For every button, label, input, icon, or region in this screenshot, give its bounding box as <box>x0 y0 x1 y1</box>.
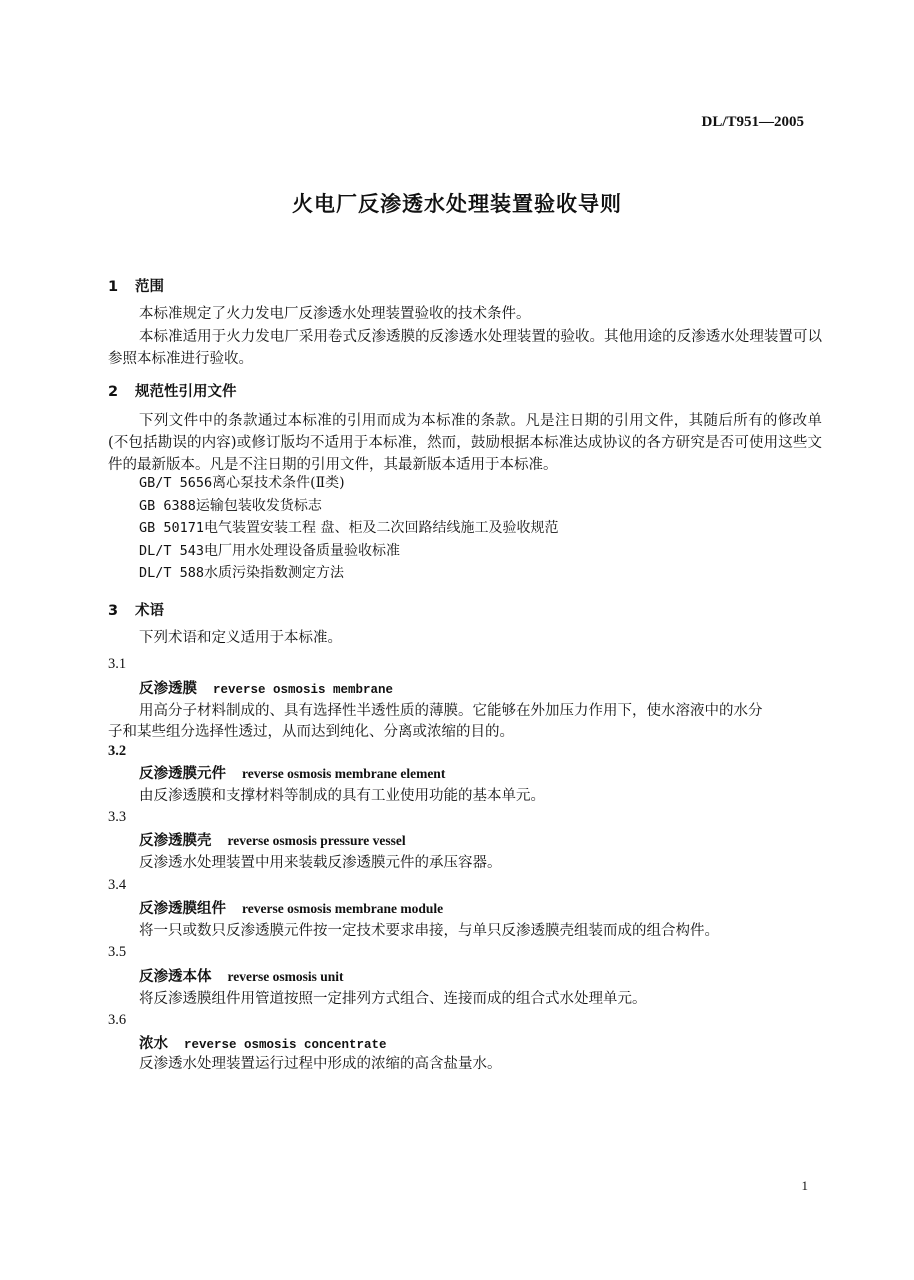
term-chinese: 反渗透膜 <box>139 681 197 697</box>
section-3-intro: 下列术语和定义适用于本标准。 <box>139 630 342 646</box>
section-1-paragraph-1: 本标准规定了火力发电厂反渗透水处理装置验收的技术条件。 <box>139 306 531 322</box>
section-title: 范围 <box>135 279 164 295</box>
term-english: reverse osmosis membrane <box>213 683 394 697</box>
term-english: reverse osmosis unit <box>227 969 344 984</box>
section-number: 2 <box>108 384 119 400</box>
reference-name: 离心泵技术条件(Ⅱ类) <box>212 475 345 491</box>
reference-item <box>139 495 322 517</box>
term-heading <box>139 1032 387 1053</box>
term-number: 3.5 <box>108 944 127 960</box>
term-chinese: 反渗透膜元件 <box>139 766 226 782</box>
reference-code: DL/T 588 <box>139 565 205 581</box>
term-heading <box>139 829 406 850</box>
term-definition: 用高分子材料制成的、具有选择性半透性质的薄膜。它能够在外加压力作用下，使水溶液中的水分 <box>139 703 763 719</box>
term-chinese: 反渗透膜组件 <box>139 901 226 917</box>
reference-code: GB 6388 <box>139 498 196 514</box>
reference-item <box>139 472 345 494</box>
reference-item <box>139 517 558 539</box>
reference-item <box>139 540 400 562</box>
term-number: 3.6 <box>108 1012 127 1028</box>
section-1-paragraph-2: 本标准适用于火力发电厂采用卷式反渗透膜的反渗透水处理装置的验收。其他用途的反渗透水处理装置可以参照本标准进行验收。 <box>108 329 822 367</box>
reference-code: GB/T 5656 <box>139 475 213 491</box>
term-chinese: 反渗透本体 <box>139 969 212 985</box>
term-chinese: 反渗透膜壳 <box>139 833 212 849</box>
term-chinese: 浓水 <box>139 1036 168 1052</box>
term-definition: 由反渗透膜和支撑材料等制成的具有工业使用功能的基本单元。 <box>139 788 545 804</box>
term-number: 3.1 <box>108 656 127 672</box>
reference-name: 电气装置安装工程 盘、柜及二次回路结线施工及验收规范 <box>204 520 559 536</box>
term-definition: 反渗透水处理装置运行过程中形成的浓缩的高含盐量水。 <box>139 1056 502 1072</box>
section-3-heading <box>108 599 164 620</box>
section-number: 1 <box>108 279 119 295</box>
term-number: 3.3 <box>108 809 127 825</box>
term-english: reverse osmosis concentrate <box>184 1038 387 1052</box>
document-title: 火电厂反渗透水处理装置验收导则 <box>292 192 622 216</box>
section-title: 规范性引用文件 <box>135 384 237 400</box>
section-number: 3 <box>108 603 119 619</box>
reference-code: DL/T 543 <box>139 543 205 559</box>
reference-item <box>139 562 344 584</box>
term-heading <box>139 965 344 986</box>
section-1-heading <box>108 275 164 296</box>
term-heading <box>139 762 445 783</box>
section-title: 术语 <box>135 603 164 619</box>
section-2-paragraph: 下列文件中的条款通过本标准的引用而成为本标准的条款。凡是注日期的引用文件，其随后所有的修改单(不包括勘误的内容)或修订版均不适用于本标准，然而，鼓励根据本标准达成协议的各方研究是否可使用这些文件的最新版本。凡是不注日期的引用文件，其最新版本适用于本标准。 <box>108 413 822 473</box>
term-heading <box>139 897 443 918</box>
term-heading <box>139 677 393 698</box>
reference-name: 电厂用水处理设备质量验收标准 <box>204 543 401 559</box>
term-definition: 将反渗透膜组件用管道按照一定排列方式组合、连接而成的组合式水处理单元。 <box>139 991 647 1007</box>
reference-name: 运输包装收发货标志 <box>195 498 322 514</box>
term-definition-continued: 子和某些组分选择性透过，从而达到纯化、分离或浓缩的目的。 <box>108 724 514 740</box>
term-definition: 反渗透水处理装置中用来装载反渗透膜元件的承压容器。 <box>139 855 502 871</box>
reference-name: 水质污染指数测定方法 <box>204 565 345 581</box>
standard-code: DL/T951—2005 <box>701 114 804 130</box>
term-english: reverse osmosis pressure vessel <box>227 833 406 848</box>
term-number: 3.2 <box>108 743 127 759</box>
term-english: reverse osmosis membrane element <box>242 766 446 781</box>
term-number: 3.4 <box>108 877 127 893</box>
page-number: 1 <box>801 1178 808 1193</box>
term-definition: 将一只或数只反渗透膜元件按一定技术要求串接，与单只反渗透膜壳组装而成的组合构件。 <box>139 923 719 939</box>
reference-code: GB 50171 <box>139 520 205 536</box>
term-english: reverse osmosis membrane module <box>242 901 444 916</box>
section-2-heading <box>108 380 237 401</box>
